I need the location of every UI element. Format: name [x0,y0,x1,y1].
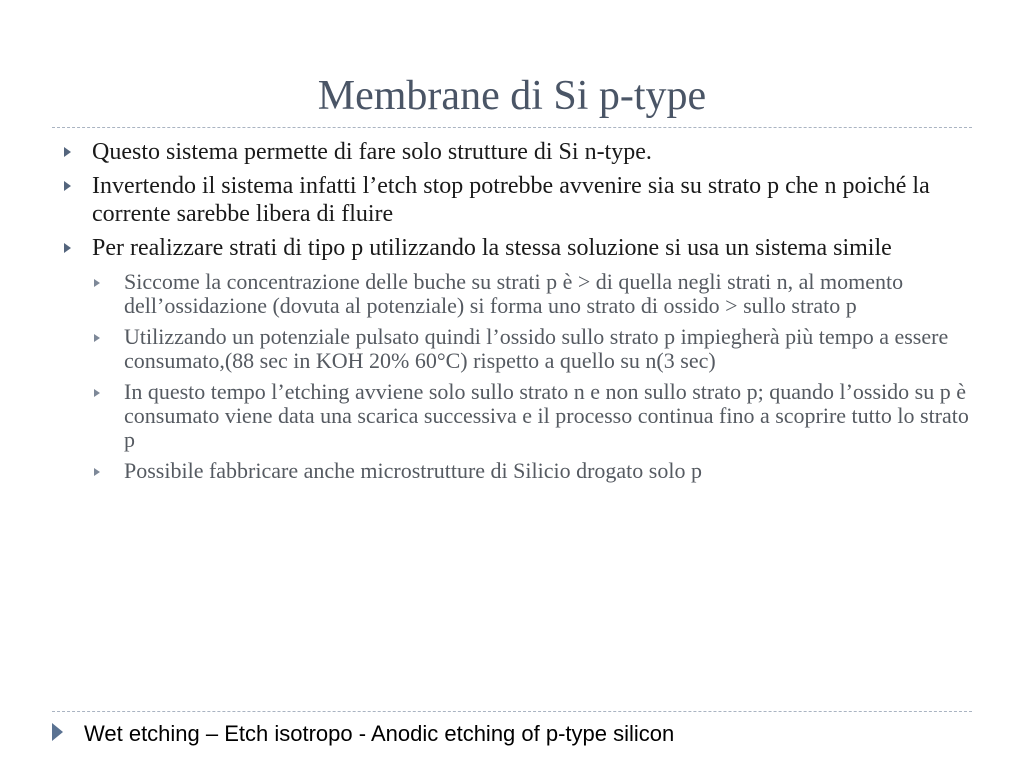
bullet-arrow-icon [64,181,71,191]
bullet-text: Invertendo il sistema infatti l’etch stop potrebbe avvenire sia su strato p che n poiché la corrente sarebbe libera di fluire [92,173,930,227]
sub-bullet-item [92,270,972,318]
bullet-text: Questo sistema permette di fare solo strutture di Si n-type. [92,139,652,165]
sub-bullet-text: Siccome la concentrazione delle buche su strati p è > di quella negli strati n, al momento dell’ossidazione (dovuta al potenziale) si forma uno strato di ossido > sullo strato p [124,269,904,318]
slide-title: Membrane di Si p-type [317,73,707,119]
sub-bullet-text: In questo tempo l’etching avviene solo sullo strato n e non sullo strato p; quando l’ossido su p è consumato viene data una scarica successiva e il processo continua fino a scoprire tutto lo strato p [124,379,969,452]
sub-bullet-list [62,270,972,483]
bullet-item [62,234,972,262]
bullet-item [62,172,972,228]
bullet-item [62,138,972,166]
sub-bullet-arrow-icon [94,279,100,287]
title-divider [52,127,972,128]
sub-bullet-item [92,380,972,452]
footer-arrow-icon [52,723,63,741]
footer-divider [52,711,972,712]
bullet-arrow-icon [64,147,71,157]
slide-footer: Wet etching – Etch isotropo - Anodic etching of p-type silicon [84,721,675,746]
sub-bullet-text: Possibile fabbricare anche microstrutture di Silicio drogato solo p [124,458,702,483]
sub-bullet-arrow-icon [94,389,100,397]
sub-bullet-item [92,459,972,483]
sub-bullet-arrow-icon [94,334,100,342]
bullet-text: Per realizzare strati di tipo p utilizzando la stessa soluzione si usa un sistema simile [92,235,892,261]
slide-body [62,138,972,490]
sub-bullet-text: Utilizzando un potenziale pulsato quindi l’ossido sullo strato p impiegherà più tempo a essere consumato,(88 sec in KOH 20% 60°C) rispetto a quello su n(3 sec) [124,324,949,373]
bullet-arrow-icon [64,243,71,253]
sub-bullet-arrow-icon [94,468,100,476]
sub-bullet-item [92,325,972,373]
